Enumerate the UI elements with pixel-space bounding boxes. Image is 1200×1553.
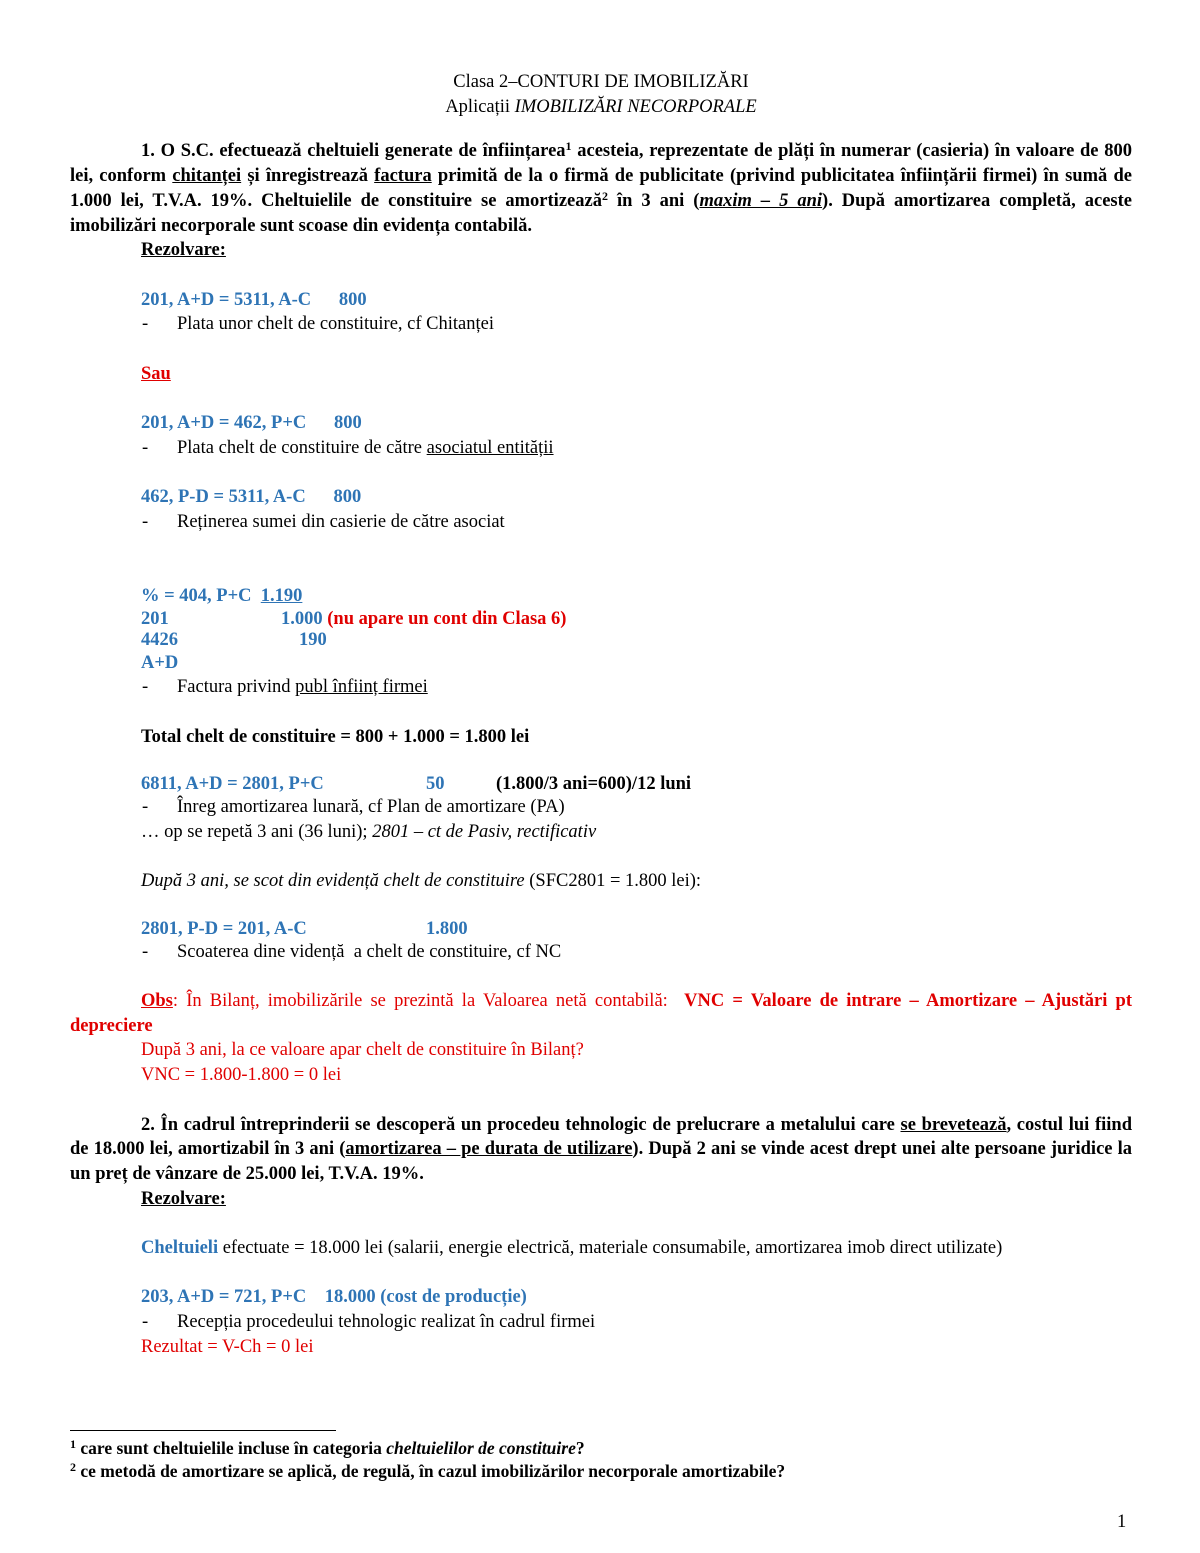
- exercise-2-statement: 2. În cadrul întreprinderii se descoperă un procedeu tehnologic de prelucrare a metalului care se brevetează, costul lui fiind de 18.000 lei, amortizabil în 3 ani (amortizarea – pe durata de utilizare). După 2 ani se vinde acest drept unei alte persoane juridice la un preț de vânzare de 25.000 lei, T.V.A. 19%.: [70, 1114, 1133, 1184]
- entry-desc: - Înreg amortizarea lunară, cf Plan de amortizare (PA): [142, 797, 565, 818]
- footnotes: [70, 1437, 1132, 1483]
- observation: Obs: În Bilanț, imobilizările se prezintă la Valoarea netă contabilă: VNC = Valoare de intrare – Amortizare – Ajustări pt depreciere: [70, 991, 1132, 1036]
- document-page: [70, 70, 1132, 1360]
- page-subtitle: Aplicații IMOBILIZĂRI NECORPORALE: [445, 96, 757, 117]
- page-title: Clasa 2–CONTURI DE IMOBILIZĂRI: [453, 72, 749, 92]
- exercise-1-statement: 1. O S.C. efectuează cheltuieli generate de înființarea$^1$ acesteia, reprezentate de plăți în numerar (casieria) în valoare de 800 lei, conform chitanței și înregistrează factura primită de la o firmă de publicitate (privind publicitatea înființării firmei) în sumă de 1.000 lei, T.V.A. 19%. Cheltuielile de constituire se amortizează$^2$ în 3 ani (maxim – 5 ani). După amortizarea completă, aceste imobilizări necorporale sunt scoase din evidența contabilă.: [70, 139, 1133, 236]
- entry-desc: - Reținerea sumei din casierie de către asociat: [142, 511, 505, 532]
- page-number: 1: [1117, 1512, 1127, 1532]
- rezultat: Rezultat = V-Ch = 0 lei: [141, 1336, 314, 1357]
- entry-2801-201: 2801, P-D = 201, A-C 1.800: [141, 918, 468, 939]
- footnote-2: $^2$ ce metodă de amortizare se aplică, de regulă, în cazul imobilizărilor necorporale amortizabile?: [70, 1460, 786, 1481]
- entry-404-row-201: 201 1.000 (nu apare un cont din Clasa 6): [141, 608, 567, 629]
- entry-desc: - Factura privind publ înființ firmei: [142, 677, 428, 698]
- cheltuieli-text: Cheltuieli efectuate = 18.000 lei (salarii, energie electrică, materiale consumabile, amortizarea imob direct utilizate): [141, 1238, 1003, 1259]
- observation-question: După 3 ani, la ce valoare apar chelt de constituire în Bilanț?: [141, 1040, 584, 1061]
- entry-desc: - Plata unor chelt de constituire, cf Chitanței: [142, 314, 494, 335]
- entry-201-462: 201, A+D = 462, P+C 800: [141, 413, 362, 434]
- observation-result: VNC = 1.800-1.800 = 0 lei: [141, 1065, 342, 1086]
- total-constituire: Total chelt de constituire = 800 + 1.000 = 1.800 lei: [141, 726, 530, 747]
- entry-6811-2801: 6811, A+D = 2801, P+C 50 (1.800/3 ani=600)/12 luni: [141, 774, 692, 795]
- entry-201-5311: 201, A+D = 5311, A-C 800: [141, 289, 367, 310]
- footnote-separator: [70, 1430, 336, 1431]
- entry-203-721: 203, A+D = 721, P+C 18.000 (cost de producție): [141, 1287, 527, 1308]
- entry-462-5311: 462, P-D = 5311, A-C 800: [141, 487, 362, 508]
- rezolvare-heading-2: Rezolvare:: [141, 1188, 226, 1209]
- rezolvare-heading: Rezolvare:: [141, 240, 226, 261]
- entry-note: … op se repetă 3 ani (36 luni); 2801 – ct de Pasiv, rectificativ: [141, 821, 597, 842]
- entry-desc: - Recepția procedeului tehnologic realizat în cadrul firmei: [142, 1312, 596, 1333]
- footnote-1: $^1$ care sunt cheltuielile incluse în categoria cheltuielilor de constituire?: [70, 1437, 585, 1458]
- entry-desc: - Scoaterea dine vidență a chelt de constituire, cf NC: [142, 941, 562, 962]
- entry-404-row-4426: 4426 190: [141, 629, 327, 650]
- sau-label: Sau: [141, 363, 171, 384]
- entry-desc: - Plata chelt de constituire de către asociatul entității: [142, 437, 554, 458]
- entry-404-ad: A+D: [141, 652, 179, 673]
- entry-404-head: % = 404, P+C 1.190: [141, 585, 303, 606]
- after-3-years: După 3 ani, se scot din evidență chelt de constituire (SFC2801 = 1.800 lei):: [141, 871, 702, 892]
